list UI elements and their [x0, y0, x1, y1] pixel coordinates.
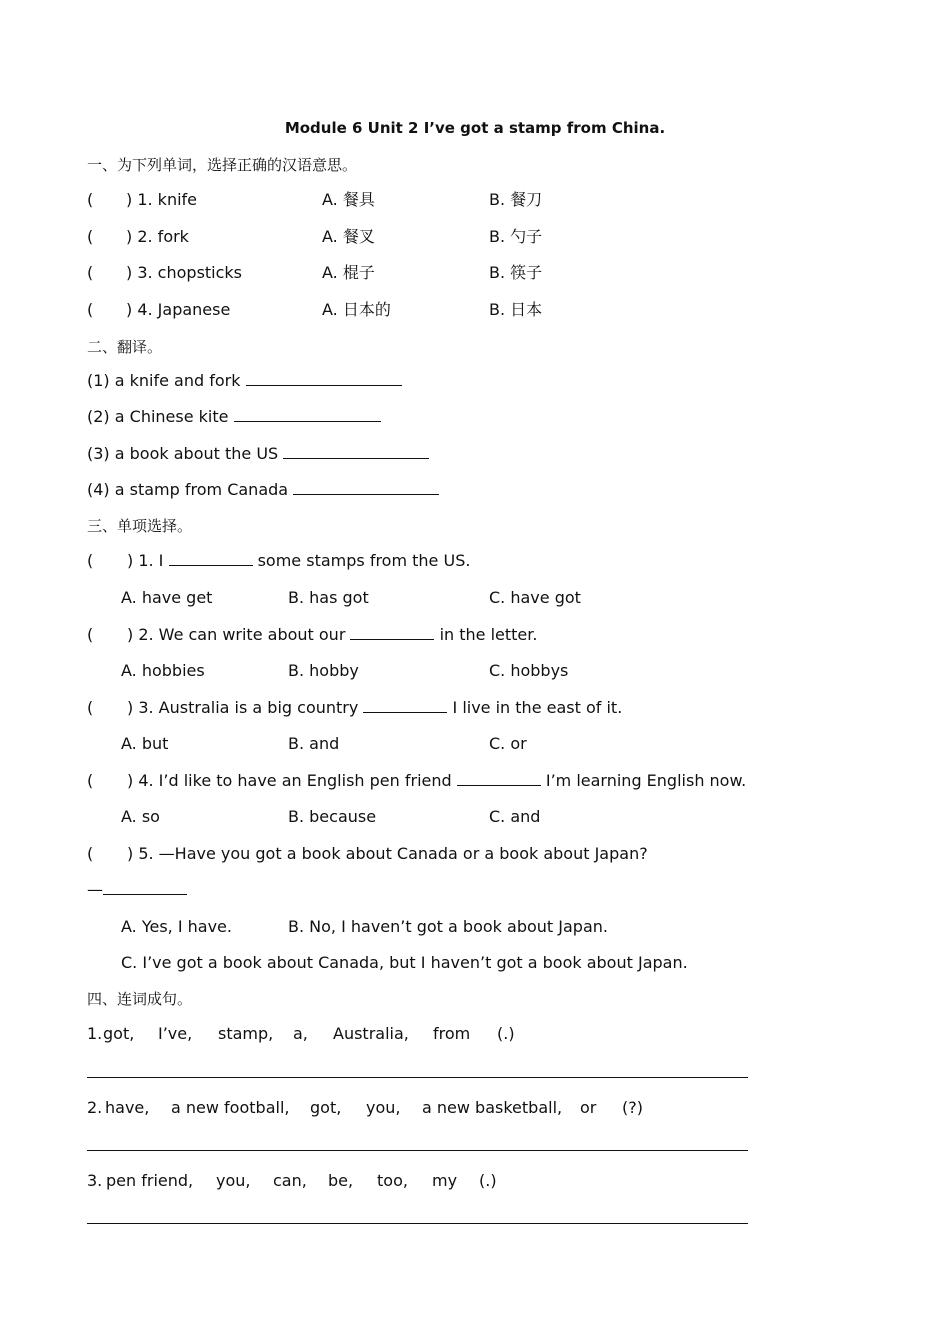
section-1-heading: 一、为下列单词，选择正确的汉语意思。	[87, 156, 358, 174]
word: got,	[310, 1098, 342, 1117]
answer-blank[interactable]	[363, 698, 447, 713]
word: Australia,	[333, 1024, 409, 1043]
answer-blank[interactable]	[169, 551, 253, 566]
question-pre: ) 3. Australia is a big country	[127, 698, 359, 717]
answer-blank[interactable]	[457, 771, 541, 786]
word: you,	[366, 1098, 401, 1117]
word: a new football,	[171, 1098, 290, 1117]
option-b: B. 餐刀	[489, 190, 543, 209]
word: a new basketball,	[422, 1098, 563, 1117]
option-b: B. No, I haven’t got a book about Japan.	[288, 917, 608, 936]
vocab-word: ) 3. chopsticks	[126, 263, 243, 282]
translate-text: (1) a knife and fork	[87, 371, 241, 390]
answer-paren: (	[87, 771, 94, 790]
answer-blank[interactable]	[234, 407, 381, 422]
answer-line[interactable]	[87, 1077, 748, 1078]
word: got,	[103, 1024, 135, 1043]
option-a: A. 餐具	[322, 190, 375, 209]
answer-blank[interactable]	[350, 625, 434, 640]
translate-item-1	[87, 371, 402, 391]
option-a: A. 日本的	[322, 300, 391, 319]
word: a,	[293, 1024, 308, 1043]
response-dash: —	[87, 880, 103, 899]
answer-blank[interactable]	[246, 371, 402, 386]
option-a: A. hobbies	[121, 661, 205, 680]
word: from	[433, 1024, 471, 1043]
item-number: 3.	[87, 1171, 103, 1190]
option-b: B. 勺子	[489, 227, 543, 246]
answer-paren: (	[87, 263, 94, 282]
translate-item-2	[87, 407, 381, 427]
translate-text: (3) a book about the US	[87, 444, 279, 463]
word: be,	[328, 1171, 354, 1190]
answer-paren: (	[87, 698, 94, 717]
section-2-heading: 二、翻译。	[87, 338, 163, 356]
answer-blank[interactable]	[103, 880, 187, 895]
option-b: B. 日本	[489, 300, 543, 319]
section-4-heading: 四、连词成句。	[87, 990, 193, 1008]
translate-text: (4) a stamp from Canada	[87, 480, 289, 499]
answer-blank[interactable]	[283, 444, 429, 459]
option-a: A. so	[121, 807, 160, 826]
vocab-word: ) 2. fork	[126, 227, 189, 246]
word: I’ve,	[158, 1024, 193, 1043]
word: (?)	[622, 1098, 643, 1117]
word: or	[580, 1098, 597, 1117]
question-pre: ) 2. We can write about our	[127, 625, 346, 644]
question-text: ) 5. —Have you got a book about Canada or a book about Japan?	[127, 844, 648, 863]
answer-line[interactable]	[87, 1223, 748, 1224]
option-b: B. 筷子	[489, 263, 543, 282]
translate-item-4	[87, 480, 439, 500]
option-c: C. I’ve got a book about Canada, but I haven’t got a book about Japan.	[121, 953, 688, 972]
vocab-word: ) 1. knife	[126, 190, 198, 209]
question-post: I live in the east of it.	[452, 698, 623, 717]
option-a: A. Yes, I have.	[121, 917, 232, 936]
option-b: B. because	[288, 807, 377, 826]
option-c: C. hobbys	[489, 661, 569, 680]
word: you,	[216, 1171, 251, 1190]
answer-paren: (	[87, 551, 94, 570]
option-a: A. 餐叉	[322, 227, 375, 246]
option-a: A. have get	[121, 588, 213, 607]
answer-line[interactable]	[87, 1150, 748, 1151]
page-title: Module 6 Unit 2 I’ve got a stamp from China.	[284, 119, 666, 137]
answer-paren: (	[87, 625, 94, 644]
option-b: B. has got	[288, 588, 369, 607]
word: have,	[105, 1098, 150, 1117]
word: (.)	[479, 1171, 497, 1190]
vocab-word: ) 4. Japanese	[126, 300, 231, 319]
option-b: B. hobby	[288, 661, 359, 680]
option-b: B. and	[288, 734, 340, 753]
translate-text: (2) a Chinese kite	[87, 407, 229, 426]
answer-paren: (	[87, 844, 94, 863]
question-pre: ) 4. I’d like to have an English pen friend	[127, 771, 452, 790]
question-pre: ) 1. I	[127, 551, 164, 570]
option-a: A. but	[121, 734, 169, 753]
section-3-heading: 三、单项选择。	[87, 517, 193, 535]
word: my	[432, 1171, 458, 1190]
question-post: I’m learning English now.	[545, 771, 747, 790]
option-a: A. 棍子	[322, 263, 375, 282]
option-c: C. and	[489, 807, 541, 826]
item-number: 1.	[87, 1024, 103, 1043]
word: stamp,	[218, 1024, 274, 1043]
answer-paren: (	[87, 300, 94, 319]
answer-paren: (	[87, 190, 94, 209]
item-number: 2.	[87, 1098, 103, 1117]
word: (.)	[497, 1024, 515, 1043]
word: too,	[377, 1171, 408, 1190]
question-post: some stamps from the US.	[257, 551, 471, 570]
translate-item-3	[87, 444, 429, 464]
word: can,	[273, 1171, 307, 1190]
option-c: C. or	[489, 734, 527, 753]
answer-blank[interactable]	[293, 480, 439, 495]
word: pen friend,	[106, 1171, 194, 1190]
option-c: C. have got	[489, 588, 581, 607]
question-post: in the letter.	[439, 625, 538, 644]
answer-paren: (	[87, 227, 94, 246]
